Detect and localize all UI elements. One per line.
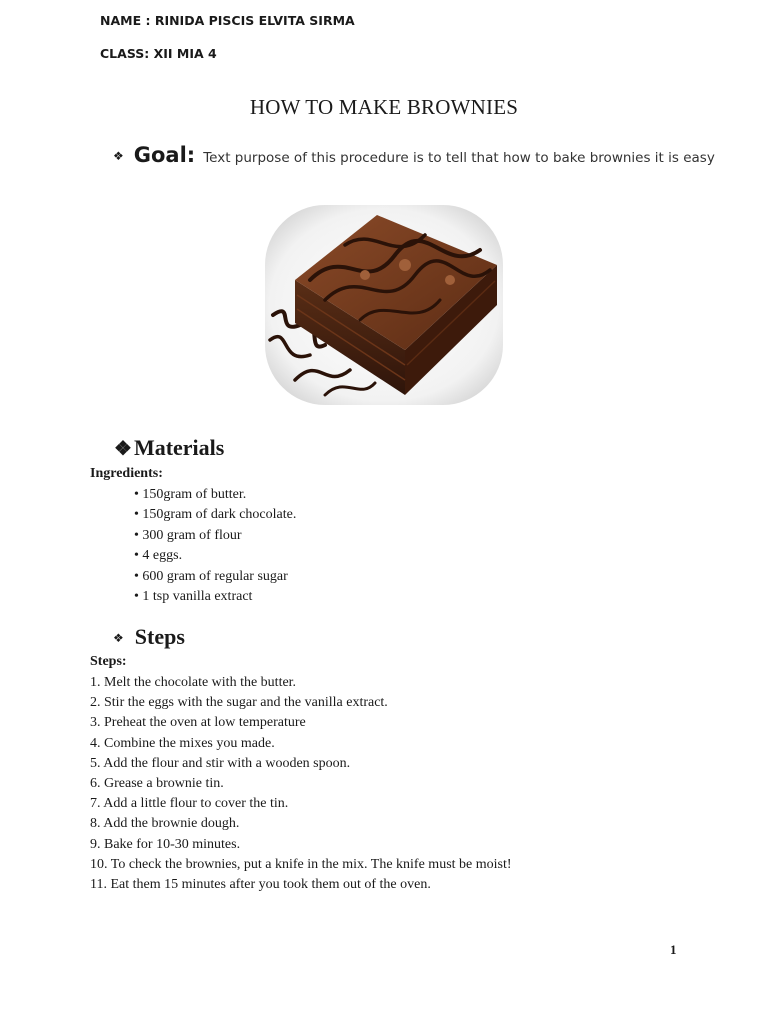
diamond-bullet-icon: ❖ — [113, 631, 124, 645]
steps-heading-text: Steps — [134, 624, 185, 649]
ingredients-list — [134, 485, 296, 607]
ingredient-item: • 4 eggs. — [134, 548, 183, 564]
step-item: 7. Add a little flour to cover the tin. — [90, 796, 289, 812]
goal-text: Text purpose of this procedure is to tell that how to bake brownies it is easy — [203, 150, 715, 166]
brownie-image — [265, 205, 503, 405]
step-item: 4. Combine the mixes you made. — [90, 735, 275, 751]
step-item: 5. Add the flour and stir with a wooden spoon. — [90, 755, 351, 771]
step-item: 10. To check the brownies, put a knife in the mix. The knife must be moist! — [90, 856, 512, 872]
step-item: 2. Stir the eggs with the sugar and the vanilla extract. — [90, 695, 388, 711]
diamond-bullet-icon: ❖ — [113, 149, 124, 163]
materials-heading — [114, 435, 224, 461]
diamond-bullet-icon: ❖ — [114, 437, 132, 460]
ingredient-item: • 150gram of butter. — [134, 487, 247, 502]
steps-list — [90, 673, 512, 895]
step-item: 11. Eat them 15 minutes after you took them out of the oven. — [90, 876, 431, 892]
step-item: 1. Melt the chocolate with the butter. — [90, 675, 297, 690]
ingredient-item: • 150gram of dark chocolate. — [134, 507, 297, 523]
goal-label: Goal: — [133, 143, 196, 167]
page-number: 1 — [670, 942, 677, 957]
steps-heading — [113, 624, 185, 650]
ingredient-item: • 600 gram of regular sugar — [134, 568, 288, 584]
goal-section — [113, 143, 715, 167]
ingredient-item: • 300 gram of flour — [134, 527, 242, 543]
steps-label: Steps: — [90, 654, 127, 669]
ingredient-item: • 1 tsp vanilla extract — [134, 588, 253, 604]
materials-heading-text: Materials — [133, 435, 225, 460]
student-name: NAME : RINIDA PISCIS ELVITA SIRMA — [100, 13, 355, 28]
student-class: CLASS: XII MIA 4 — [100, 46, 217, 61]
ingredients-label: Ingredients: — [90, 466, 163, 481]
step-item: 3. Preheat the oven at low temperature — [90, 715, 306, 731]
step-item: 9. Bake for 10-30 minutes. — [90, 836, 241, 852]
step-item: 6. Grease a brownie tin. — [90, 775, 224, 791]
page-title: HOW TO MAKE BROWNIES — [249, 95, 519, 119]
step-item: 8. Add the brownie dough. — [90, 816, 240, 832]
